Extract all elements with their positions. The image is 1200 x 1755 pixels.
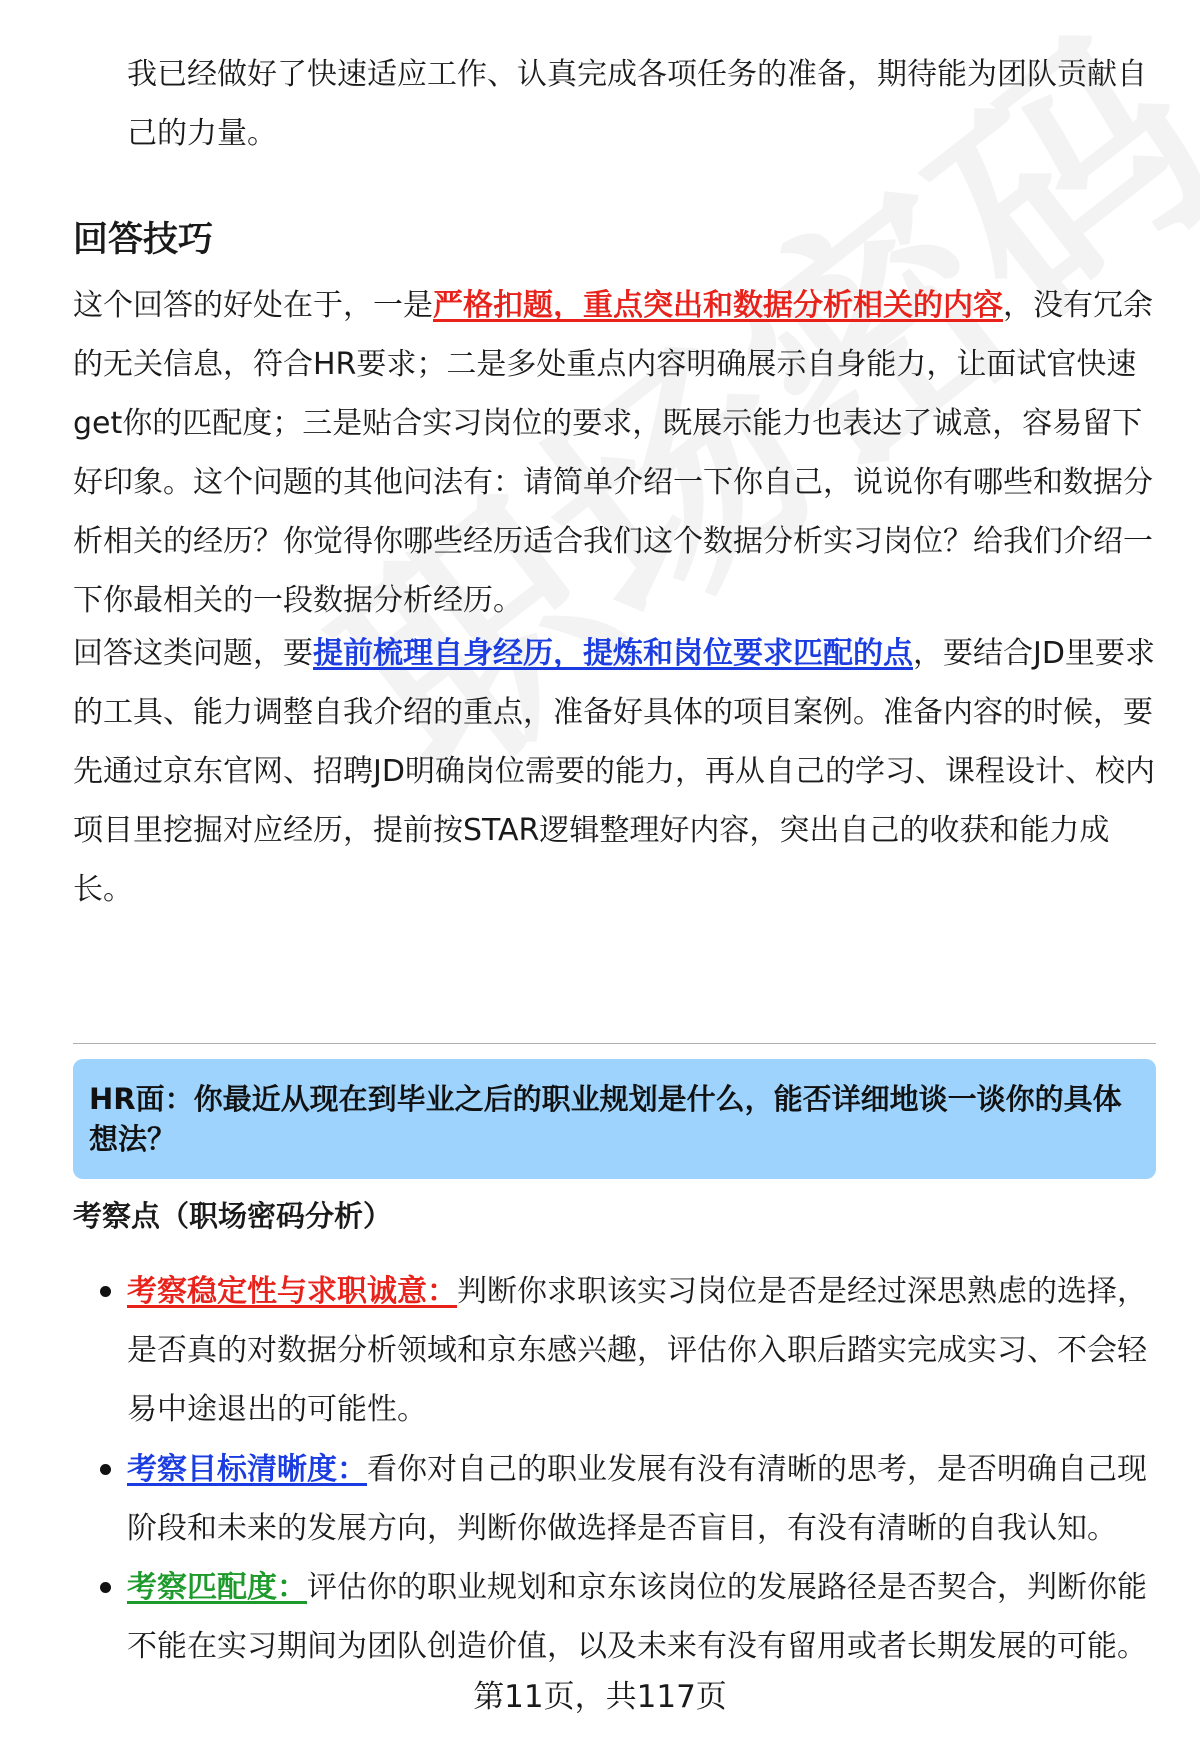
bullet-dot-icon (100, 1464, 111, 1475)
question-text: HR面：你最近从现在到毕业之后的职业规划是什么，能否详细地谈一谈你的具体想法？ (89, 1082, 1122, 1156)
tips-p1-highlight: 严格扣题，重点突出和数据分析相关的内容 (433, 288, 1003, 323)
list-item (127, 1440, 1147, 1558)
tips-paragraph-1 (73, 276, 1155, 630)
list-item (127, 1262, 1147, 1439)
list-item-label: 考察目标清晰度： (127, 1452, 367, 1487)
tips-p2-after: ，要结合JD里要求的工具、能力调整自我介绍的重点，准备好具体的项目案例。准备内容的时候，要先通过京东官网、招聘JD明确岗位需要的能力，再从自己的学习、课程设计、校内项目里挖掘对应经历，提前按STAR逻辑整理好内容，突出自己的收获和能力成长。 (73, 636, 1155, 907)
tips-p1-after: ，没有冗余的无关信息，符合HR要求；二是多处重点内容明确展示自身能力，让面试官快速get你的匹配度；三是贴合实习岗位的要求，既展示能力也表达了诚意，容易留下好印象。这个问题的其他问法有：请简单介绍一下你自己，说说你有哪些和数据分析相关的经历？你觉得你哪些经历适合我们这个数据分析实习岗位？给我们介绍一下你最相关的一段数据分析经历。 (73, 288, 1153, 618)
list-item-label: 考察匹配度： (127, 1570, 307, 1605)
list-item-label: 考察稳定性与求职诚意： (127, 1274, 457, 1309)
tips-p2-before: 回答这类问题，要 (73, 636, 313, 671)
tips-paragraph-2 (73, 624, 1155, 919)
list-item-text: 评估你的职业规划和京东该岗位的发展路径是否契合，判断你能不能在实习期间为团队创造价值，以及未来有没有留用或者长期发展的可能。 (127, 1570, 1147, 1664)
bullet-dot-icon (100, 1286, 111, 1297)
analysis-heading: 考察点（职场密码分析） (73, 1199, 393, 1233)
bullet-dot-icon (100, 1582, 111, 1593)
question-callout (73, 1059, 1156, 1179)
intro-tail-paragraph: 我已经做好了快速适应工作、认真完成各项任务的准备，期待能为团队贡献自己的力量。 (127, 57, 1147, 151)
tips-p1-before: 这个回答的好处在于，一是 (73, 288, 433, 323)
tips-p2-highlight: 提前梳理自身经历，提炼和岗位要求匹配的点 (313, 636, 913, 671)
list-item-text: 判断你求职该实习岗位是否是经过深思熟虑的选择，是否真的对数据分析领域和京东感兴趣，评估你入职后踏实完成实习、不会轻易中途退出的可能性。 (127, 1274, 1147, 1427)
list-item-text: 看你对自己的职业发展有没有清晰的思考，是否明确自己现阶段和未来的发展方向，判断你做选择是否盲目，有没有清晰的自我认知。 (127, 1452, 1147, 1546)
section-divider (73, 1043, 1156, 1044)
tips-heading: 回答技巧 (73, 220, 214, 260)
page-number: 第11页，共117页 (473, 1679, 727, 1715)
list-item (127, 1558, 1147, 1676)
